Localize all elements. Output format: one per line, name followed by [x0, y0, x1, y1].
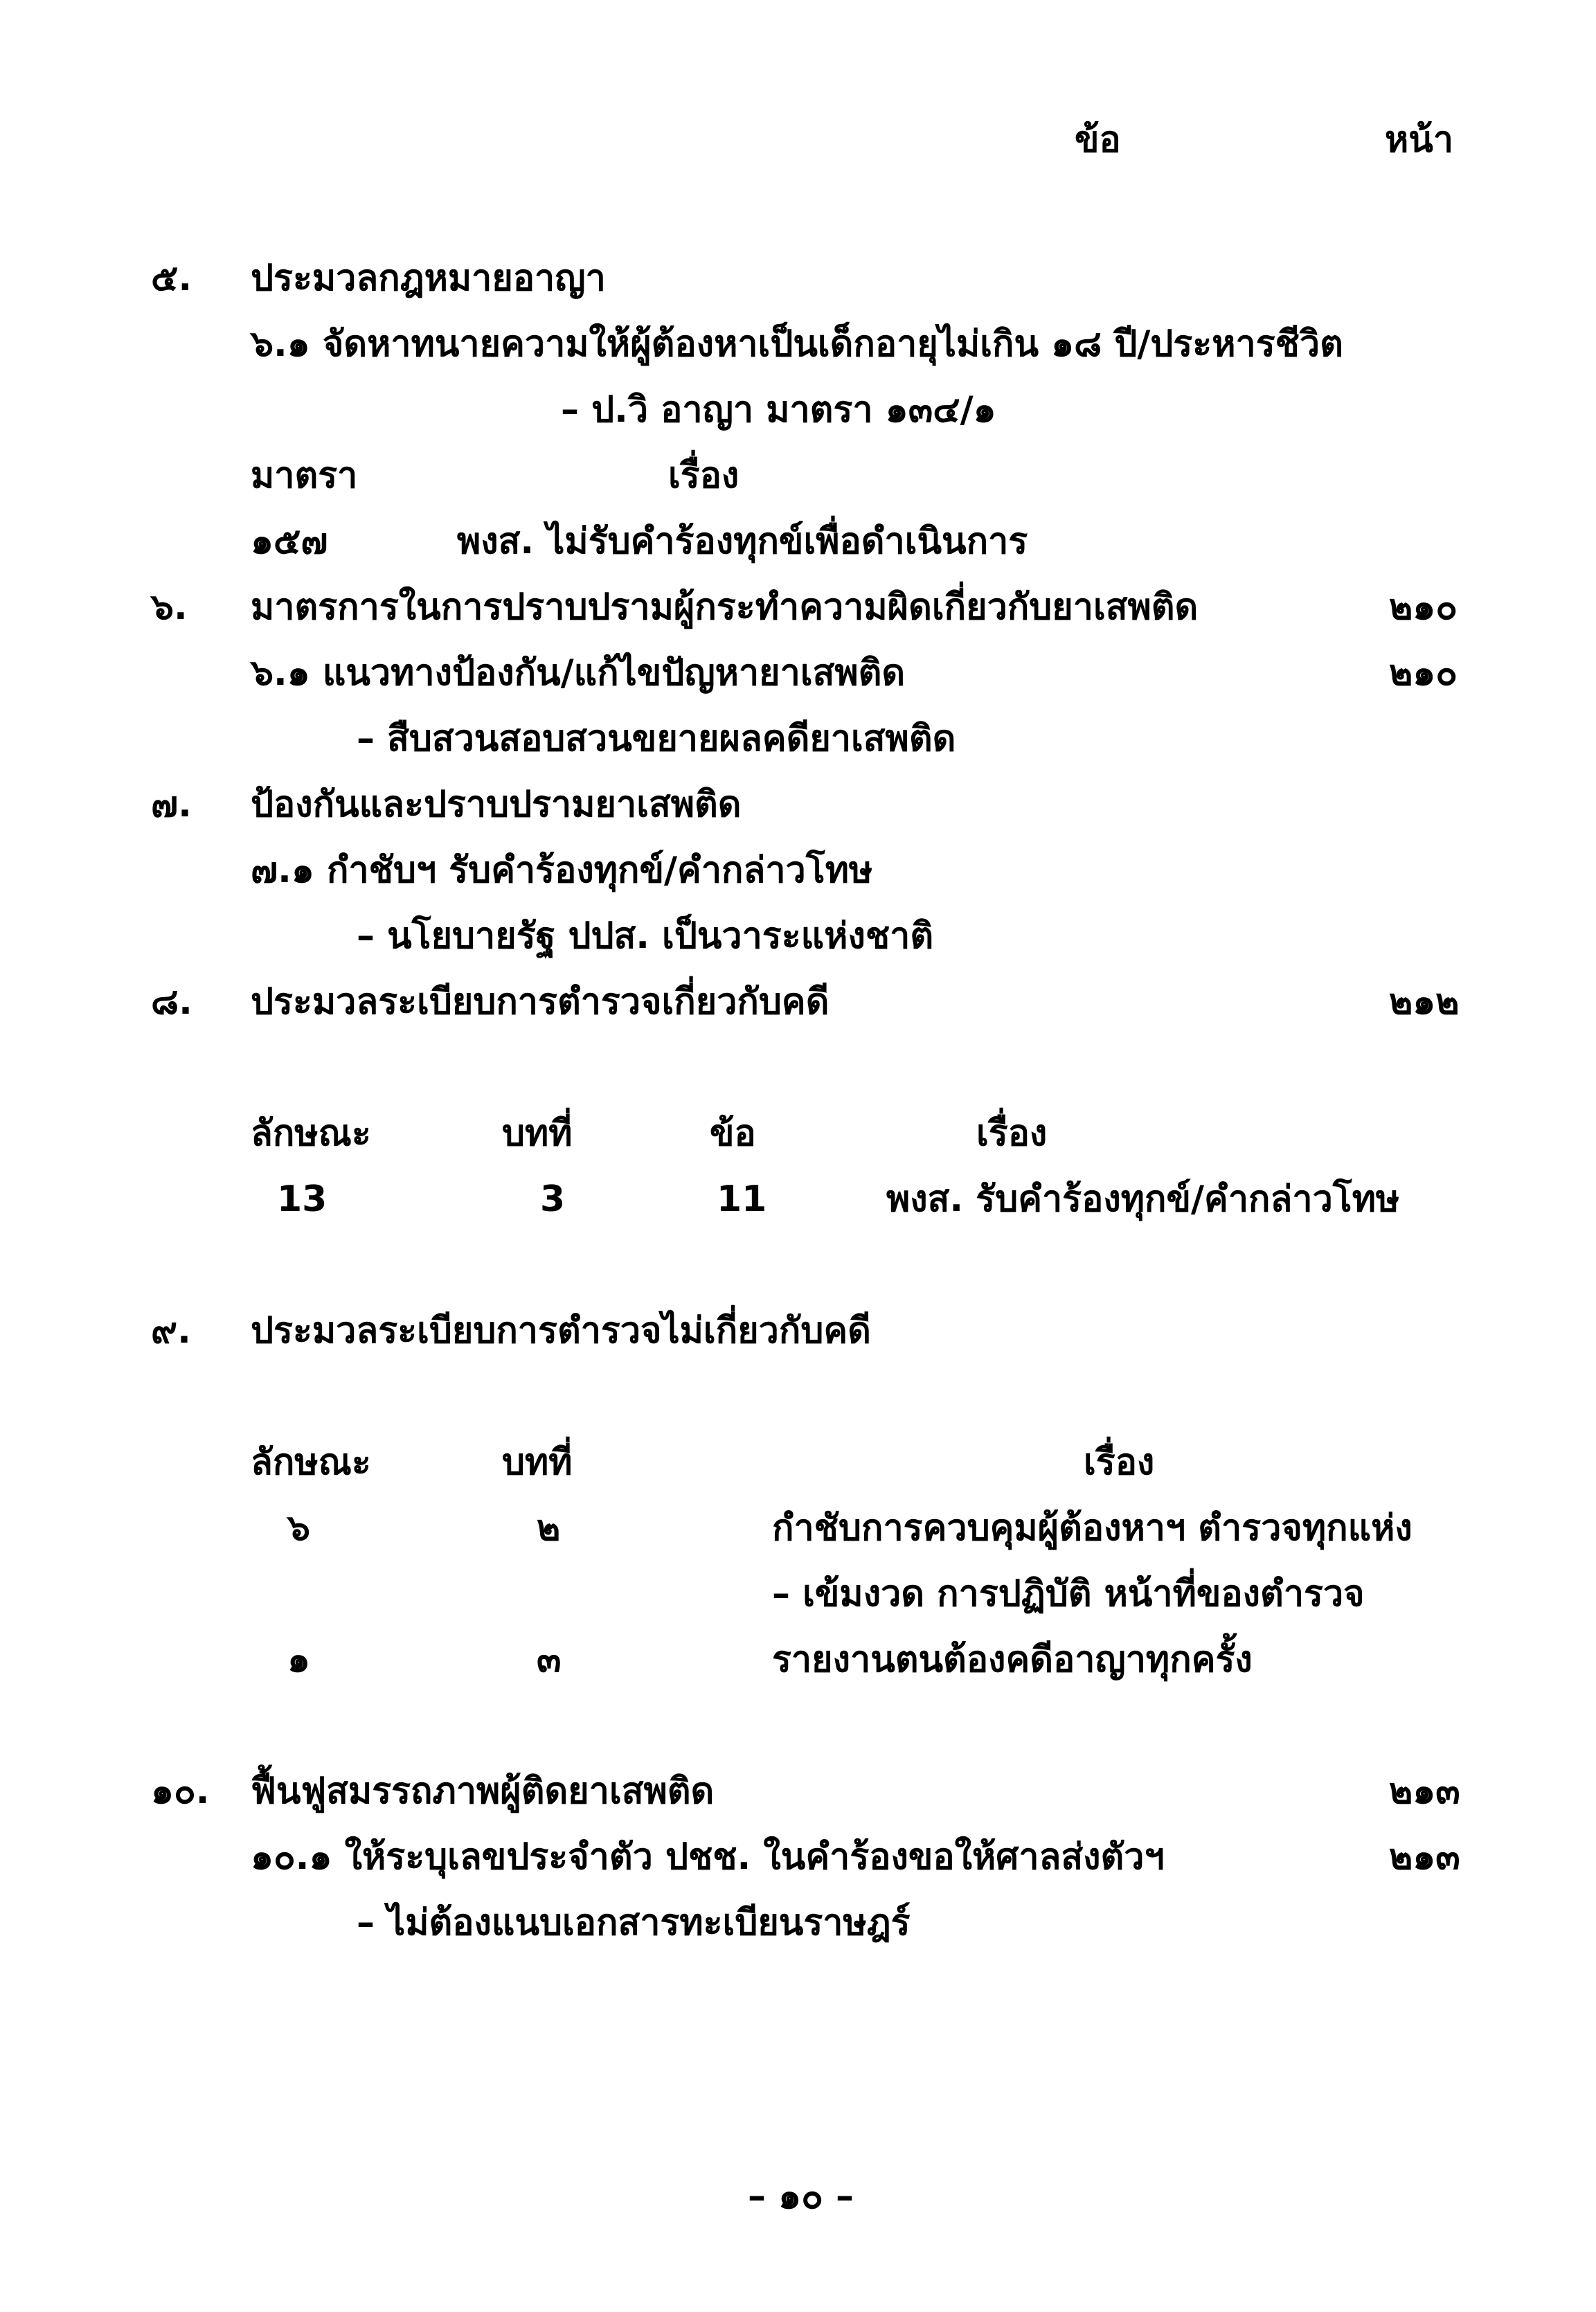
section-9-number: ๙. [151, 1310, 191, 1352]
section-9-subject-header: เรื่อง [1084, 1442, 1155, 1483]
section-6-sub1-note: – สืบสวนสอบสวนขยายผลคดียาเสพติด [357, 718, 956, 760]
section-9-row1-subject: กำชับการควบคุมผู้ต้องหาฯ ตำรวจทุกแห่ง [772, 1507, 1413, 1549]
section-8-number: ๘. [151, 981, 192, 1023]
section-9-row2-type: ๑ [287, 1639, 311, 1681]
section-5-number: ๕. [151, 258, 192, 299]
section-5-article-number: ๑๕๗ [251, 521, 328, 562]
section-10-sub1: ๑๐.๑ ให้ระบุเลขประจำตัว ปชช. ในคำร้องขอให้ศาลส่งตัวฯ [251, 1836, 1165, 1878]
section-5-title: ประมวลกฎหมายอาญา [251, 258, 606, 299]
section-5-subject-header: เรื่อง [668, 455, 739, 496]
header-page-label: หน้า [1385, 119, 1454, 161]
section-9-row2-chapter: ๓ [537, 1639, 562, 1681]
section-8-subject-header: เรื่อง [976, 1113, 1048, 1154]
section-6-title: มาตรการในการปราบปรามผู้กระทำความผิดเกี่ยวกับยาเสพติด [251, 586, 1199, 628]
section-5-sub1: ๖.๑ จัดหาทนายความให้ผู้ต้องหาเป็นเด็กอายุไม่เกิน ๑๘ ปี/ประหารชีวิต [251, 323, 1343, 365]
section-5-article-header: มาตรา [251, 455, 358, 496]
section-7-number: ๗. [151, 784, 192, 825]
section-8-row-item: 11 [717, 1179, 767, 1220]
section-9-type-header: ลักษณะ [251, 1442, 371, 1483]
section-7-sub1: ๗.๑ กำชับฯ รับคำร้องทุกข์/คำกล่าวโทษ [251, 850, 873, 891]
section-10-number: ๑๐. [151, 1771, 210, 1812]
section-6-sub1-page: ๒๑๐ [1389, 652, 1458, 694]
section-8-item-header: ข้อ [710, 1113, 756, 1154]
section-6-number: ๖. [151, 586, 188, 628]
section-10-page: ๒๑๓ [1389, 1771, 1460, 1812]
section-8-chapter-header: บทที่ [502, 1113, 573, 1154]
section-9-chapter-header: บทที่ [502, 1442, 573, 1483]
section-6-sub1: ๖.๑ แนวทางป้องกัน/แก้ไขปัญหายาเสพติด [251, 652, 906, 694]
section-8-row-type: 13 [277, 1179, 328, 1220]
section-9-title: ประมวลระเบียบการตำรวจไม่เกี่ยวกับคดี [251, 1310, 871, 1352]
section-8-type-header: ลักษณะ [251, 1113, 371, 1154]
section-5-article-subject: พงส. ไม่รับคำร้องทุกข์เพื่อดำเนินการ [457, 521, 1028, 562]
section-7-sub1-note: – นโยบายรัฐ ปปส. เป็นวาระแห่งชาติ [357, 915, 934, 957]
section-10-title: ฟื้นฟูสมรรถภาพผู้ติดยาเสพติด [251, 1771, 715, 1812]
header-item-label: ข้อ [1075, 119, 1121, 161]
footer-page-number: – ๑๐ – [748, 2176, 854, 2217]
section-10-sub1-note: – ไม่ต้องแนบเอกสารทะเบียนราษฎร์ [357, 1902, 911, 1944]
section-8-row-chapter: 3 [540, 1179, 566, 1220]
section-8-title: ประมวลระเบียบการตำรวจเกี่ยวกับคดี [251, 981, 830, 1023]
section-9-row1-chapter: ๒ [537, 1507, 561, 1549]
section-9-row1-type: ๖ [287, 1507, 311, 1549]
section-6-page: ๒๑๐ [1389, 586, 1458, 628]
section-9-row2-subject: รายงานตนต้องคดีอาญาทุกครั้ง [772, 1639, 1253, 1681]
section-8-row-subject: พงส. รับคำร้องทุกข์/คำกล่าวโทษ [886, 1179, 1400, 1220]
section-9-row1-note: – เข้มงวด การปฏิบัติ หน้าที่ของตำรวจ [772, 1573, 1365, 1615]
section-10-sub1-page: ๒๑๓ [1389, 1836, 1460, 1878]
section-5-sub1-note: – ป.วิ อาญา มาตรา ๑๓๔/๑ [561, 389, 996, 431]
section-7-title: ป้องกันและปราบปรามยาเสพติด [251, 784, 742, 825]
section-8-page: ๒๑๒ [1389, 981, 1460, 1023]
